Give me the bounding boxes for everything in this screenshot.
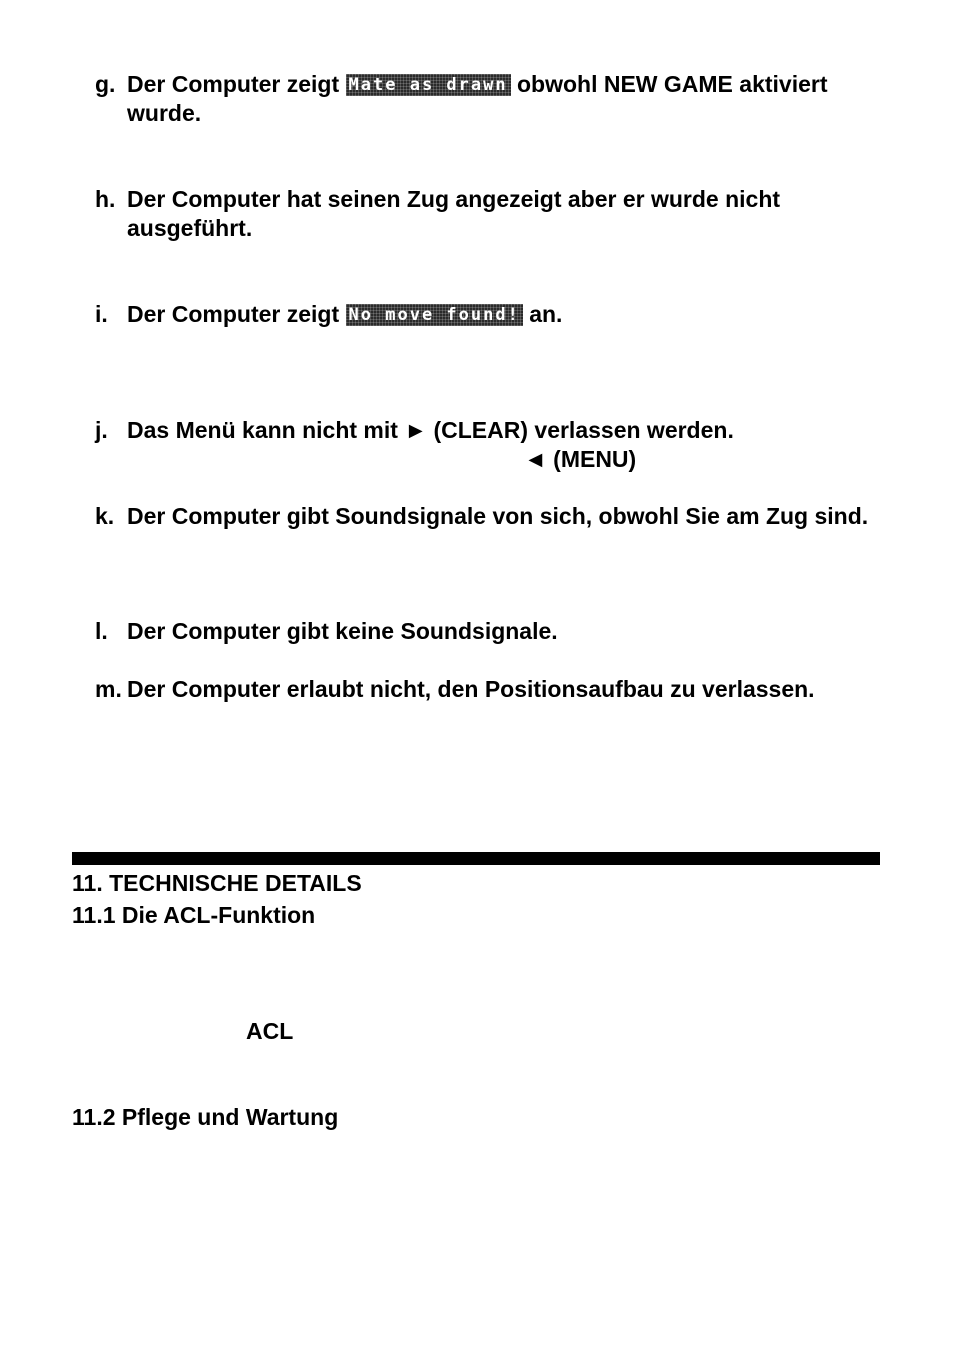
item-text: Der Computer erlaubt nicht, den Positionsaufbau zu verlassen. bbox=[127, 676, 815, 702]
acl-label: ACL bbox=[246, 1018, 294, 1044]
list-item-l bbox=[95, 617, 885, 646]
item-text: Der Computer hat seinen Zug angezeigt aber er wurde nicht ausgeführt. bbox=[127, 186, 781, 241]
list-item-i bbox=[95, 300, 885, 329]
menu-key-line: ◄ (MENU) bbox=[524, 446, 637, 472]
list-item-k bbox=[95, 502, 885, 531]
section-heading bbox=[72, 869, 362, 898]
item-text-pre: Der Computer zeigt bbox=[127, 71, 346, 97]
item-text-post: an. bbox=[522, 301, 563, 327]
item-letter: i. bbox=[95, 301, 108, 327]
item-text bbox=[127, 300, 885, 329]
list-item-j bbox=[95, 416, 885, 445]
item-text: Das Menü kann nicht mit ► (CLEAR) verlassen werden. bbox=[127, 417, 734, 443]
lcd-display-text: No move found! bbox=[346, 304, 523, 326]
item-letter: m. bbox=[95, 676, 122, 702]
item-letter: g. bbox=[95, 71, 116, 97]
section-title: TECHNISCHE DETAILS bbox=[109, 870, 362, 896]
list-item-m bbox=[95, 675, 885, 704]
section-divider bbox=[72, 852, 880, 865]
item-letter: l. bbox=[95, 618, 108, 644]
item-text bbox=[127, 70, 885, 128]
lcd-display-text: Mate as drawn bbox=[346, 74, 511, 96]
item-text-pre: Der Computer zeigt bbox=[127, 301, 346, 327]
item-letter: h. bbox=[95, 186, 116, 212]
subsection-heading-acl: 11.1 Die ACL-Funktion bbox=[72, 902, 316, 928]
subsection-heading-care: 11.2 Pflege und Wartung bbox=[72, 1104, 339, 1130]
item-letter: k. bbox=[95, 503, 115, 529]
item-text-post: obwohl NEW GAME aktiviert wurde. bbox=[127, 71, 828, 126]
list-item-g bbox=[95, 70, 885, 128]
list-item-h bbox=[95, 185, 885, 243]
item-text: Der Computer gibt Soundsignale von sich, obwohl Sie am Zug sind. bbox=[127, 503, 869, 529]
section-number: 11. bbox=[72, 870, 103, 896]
item-text: Der Computer gibt keine Soundsignale. bbox=[127, 618, 558, 644]
item-letter: j. bbox=[95, 417, 108, 443]
